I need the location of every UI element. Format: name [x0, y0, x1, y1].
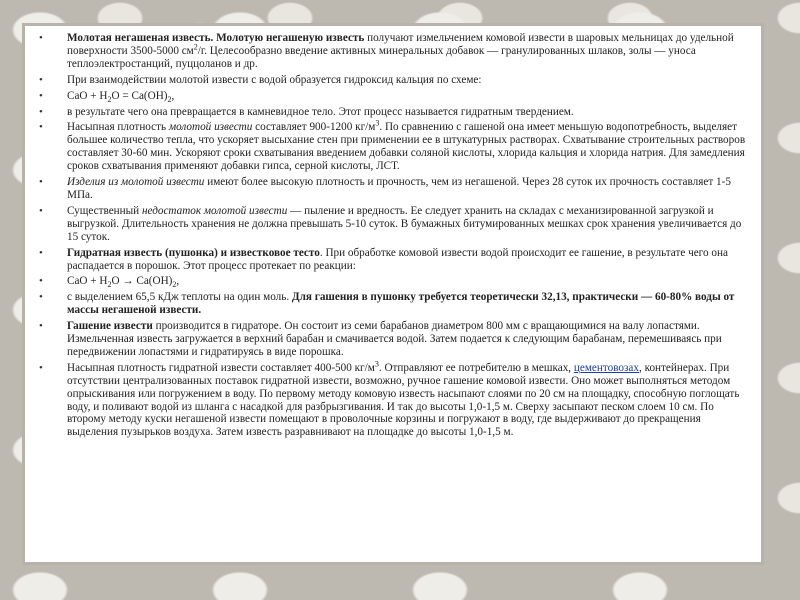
formula-text: CaO + H: [67, 275, 108, 288]
text-run: производится в гидраторе. Он состоит из семи барабанов диаметром 800 мм с вращающимися на валу лопастями. Измельченная известь загружается в верхний барабан и смачивается водой. Затем подается к следующим барабанам, перемешиваясь при передвижении лопастями и гидратируясь в виде порошка.: [67, 320, 722, 358]
text-run: , контейнерах. При отсутствии централизованных поставок гидратной извести, возможно, ручное гашение комовой извести. Оно может выполняться методом опрыскивания или погружением в воду. По первому методу комовую известь насыпают слоями по 20 см на площадку, способную поглощать воду, и поливают водой из шланга с насадкой для разбрызгивания. И так до высоты 1,0-1,5 м. Сверху засыпают песком слоем 10 см. По второму методу куски негашеной извести помещают в проволочные корзины и погружают в воду, где выдерживают до прекращения выделения пузырьков воздуха. Затем известь разравнивают на площадке до высоты 1,0-1,5 м.: [67, 361, 740, 439]
bullet-icon: •: [39, 73, 43, 86]
list-item: [33, 32, 753, 71]
text-run: . По сравнению с гашеной она имеет меньшую водопотребность, выделяет большее количество тепла, что ускоряет высыхание стен при применении ее в штукатурных растворах. Схватывание строительных растворов составляет 30-60 мин. Ускоряют сроки схватывания введением добавки соляной кислоты, хлорида кальция и хлорида натрия. Для замедления сроков схватывания применяют добавки гипса, серной кислоты, ЛСТ.: [67, 121, 746, 173]
list-item: [33, 320, 753, 359]
list-item: [33, 176, 753, 202]
text-run: /г. Целесообразно введение активных минеральных добавок — гранулированных шлаков, золы — уноса теплоэлектростанций, пуццоланов и др.: [67, 44, 696, 70]
subscript: 2: [107, 280, 112, 290]
list-item: [33, 118, 753, 173]
subscript: 2: [167, 94, 172, 104]
text-run: Насыпная плотность: [67, 121, 169, 134]
subscript: 2: [172, 280, 177, 290]
text-run: Существенный: [67, 204, 142, 217]
list-item: [33, 359, 753, 439]
text-run: — пыление и вредность. Ее следует хранить на складах с механизированной загрузкой и выгрузкой. Длительность хранения не должна превышать 5-10 суток. В бумажных битумированных мешках срок хранения увеличивается до 15 суток.: [67, 204, 742, 243]
formula-text: ,: [176, 275, 180, 288]
term-italic: недостаток молотой извести: [141, 204, 288, 217]
bullet-icon: •: [39, 32, 43, 44]
term-heading: Молотая негашеная известь.: [67, 32, 214, 44]
bullet-list: [33, 32, 753, 439]
bullet-icon: •: [39, 320, 43, 333]
slide-panel: [25, 26, 761, 562]
bullet-icon: •: [39, 291, 43, 304]
bullet-icon: •: [39, 361, 43, 374]
term-emphasis: Молотую негашеную известь: [216, 32, 365, 44]
formula-text: O = Ca(OH): [111, 89, 168, 102]
text-run: в результате чего она превращается в камневидное тело. Этот процесс называется гидратным твердением.: [67, 105, 574, 118]
bullet-icon: •: [39, 89, 43, 102]
term-heading: Гашение извести: [67, 320, 153, 333]
bullet-icon: •: [39, 105, 43, 118]
subscript: 2: [107, 94, 112, 104]
list-item: [33, 106, 753, 119]
bullet-icon: •: [39, 275, 43, 288]
formula-text: CaO + H: [67, 89, 108, 102]
list-item: [33, 74, 753, 87]
cement-truck-link[interactable]: цементовозах: [573, 361, 639, 374]
text-run: получают измельчением комовой извести в шаровых мельницах до удельной поверхности 3500-5000 см: [67, 32, 734, 57]
superscript: 3: [374, 359, 379, 369]
text-run: . Отправляют ее потребителю в мешках,: [378, 361, 574, 374]
bullet-icon: •: [39, 204, 43, 217]
superscript: 3: [375, 118, 380, 128]
list-item: [33, 90, 753, 103]
term-italic: Изделия из молотой извести: [67, 176, 205, 189]
text-run: Насыпная плотность гидратной извести составляет 400-500 кг/м: [67, 361, 375, 374]
text-run: При взаимодействии молотой извести с водой образуется гидроксид кальция по схеме:: [67, 73, 482, 86]
text-run: . При обработке комовой извести водой происходит ее гашение, в результате чего она распадается в порошок. Этот процесс протекает по реакции:: [67, 246, 728, 272]
text-run: имеют более высокую плотность и прочность, чем из негашеной. Через 28 суток их прочность составляет 1-5 МПа.: [67, 176, 731, 201]
bullet-icon: •: [39, 246, 43, 259]
bullet-icon: •: [39, 121, 43, 134]
superscript: 2: [193, 42, 198, 52]
formula-text: ,: [171, 89, 175, 102]
term-emphasis: Для гашения в пушонку требуется теоретически 32,13, практически — 60-80% воды от массы негашеной извести.: [67, 291, 735, 317]
list-item: [33, 205, 753, 244]
list-item: [33, 291, 753, 317]
formula-text: O → Ca(OH): [111, 275, 173, 288]
text-run: с выделением 65,5 кДж теплоты на один моль.: [67, 291, 292, 304]
text-run: составляет 900-1200 кг/м: [252, 121, 376, 134]
list-item: [33, 275, 753, 288]
term-italic: молотой извести: [168, 121, 253, 134]
term-heading: Гидратная известь (пушонка) и известковое тесто: [67, 246, 320, 259]
bullet-icon: •: [39, 176, 43, 189]
list-item: [33, 247, 753, 273]
